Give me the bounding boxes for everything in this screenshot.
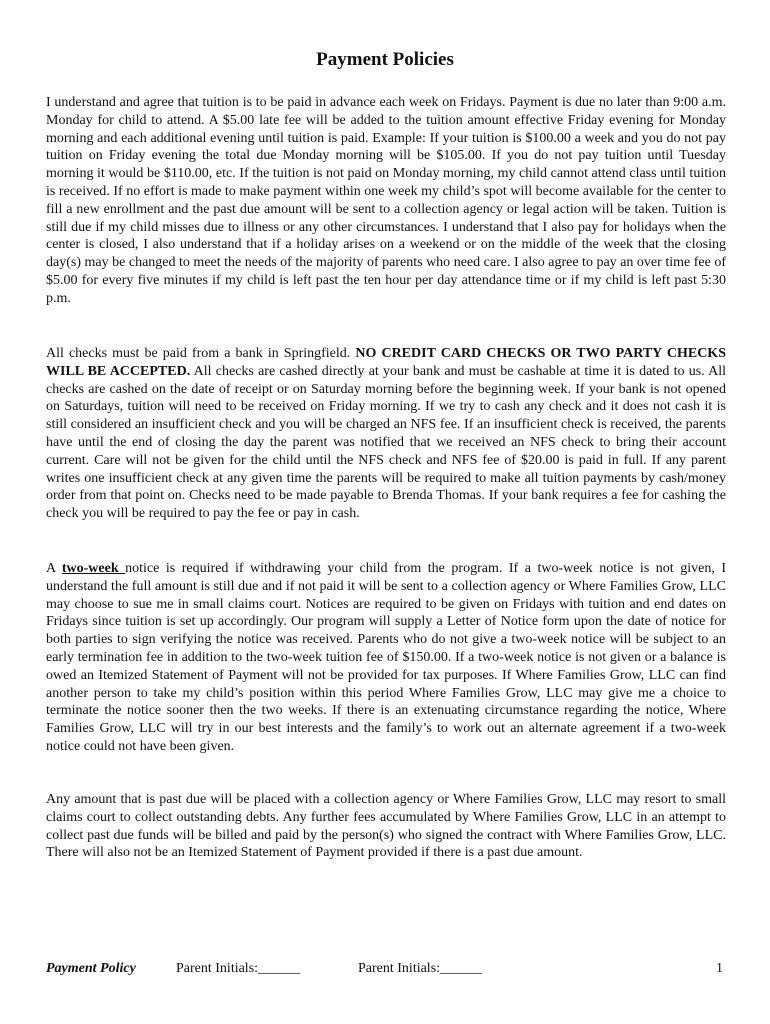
check-policy-rest: All checks are cashed directly at your bank and must be cashable at time it is dated to us. All checks are cashed on the date of receipt or on Saturday morning before the beginning week. If your bank is not opened on Saturdays, tuition will need to be received on Friday morning. If we try to cash any check and it does not cash it is still considered an insufficient check and you will be charged an NFS fee. If an insufficient check is received, the parents have until the end of closing the day the parent was notified that we received an NFS check to bring their account current. Care will not be given for the child until the NFS check and NFS fee of $20.00 is paid in full. If any parent writes one insufficient check at any given time the parents will be required to make all tuition payments by cash/money order from that point on. Checks need to be made payable to Brenda Thomas. If your bank requires a fee for cashing the check you will be required to pay the fee or pay in cash.: [46, 363, 727, 522]
two-week-emphasis: two-week: [61, 561, 126, 576]
withdrawal-lead: A: [46, 561, 62, 576]
tuition-policy-paragraph: I understand and agree that tuition is to be paid in advance each week on Fridays. Payment is due no later than 9:00 a.m. Monday for child to attend. A $5.00 late fee will be added to the tuition amount effective Friday evening for Monday morning and each additional evening until tuition is paid. Example: If your tuition is $100.00 a week and you do not pay tuition on Friday evening the total due Monday morning will be $105.00. If you do not pay tuition until Tuesday morning it would be $110.00, etc. If the tuition is not paid on Monday morning, my child cannot attend class until tuition is received. If no effort is made to make payment within one week my child’s spot will become available for the center to fill a new enrollment and the past due amount will be sent to a collection agency or legal action will be taken. Tuition is still due if my child misses due to illness or any other circumstances. I understand that I also pay for holidays when the center is closed, I also understand that if a holiday arises on a weekend or on the middle of the week that the closing day(s) may be changed to meet the needs of the majority of parents who need care. I also agree to pay an over time fee of $5.00 for every five minutes if my child is left past the ten hour per day attendance time or if my child is left past 5:30 p.m.: [46, 95, 726, 306]
withdrawal-notice-paragraph: [46, 560, 726, 772]
page-number: 1: [716, 961, 723, 976]
check-policy-lead: All checks must be paid from a bank in Springfield.: [46, 346, 356, 361]
parent-initials-field-1: Parent Initials:______: [176, 961, 301, 976]
withdrawal-rest: notice is required if withdrawing your child from the program. If a two-week notice is not given, I understand the full amount is still due and if not paid it will be sent to a collection agency or Where Families Grow, LLC may choose to sue me in small claims court. Notices are required to be given on Fridays with tuition and end dates on Fridays since tuition is set up accordingly. Our program will supply a Letter of Notice form upon the date of notice for both parties to sign verifying the notice was received. Parents who do not give a two-week notice will be subject to an early termination fee in addition to the two-week tuition fee of $150.00. If a two-week notice is not given or a balance is owed an Itemized Statement of Payment will not be provided for tax purposes. If Where Families Grow, LLC can find another person to take my child’s position within this period Where Families Grow, LLC may give me a choice to terminate the notice sooner then the two weeks. If there is an extenuating circumstance regarding the notice, Where Families Grow, LLC will try in our best interests and the family’s to work out an alternate agreement if a two-week notice could not have been given.: [46, 561, 727, 754]
parent-initials-field-2: Parent Initials:______: [358, 961, 483, 976]
check-policy-bold-notice: NO CREDIT CARD CHECKS OR TWO PARTY CHECKS WILL BE ACCEPTED.: [46, 346, 726, 379]
document-body: [46, 94, 726, 880]
page-footer: [46, 958, 726, 980]
check-policy-paragraph: [46, 345, 726, 541]
page-title: Payment Policies: [316, 49, 454, 70]
past-due-paragraph: Any amount that is past due will be placed with a collection agency or Where Families Grow, LLC may resort to small claims court to collect outstanding debts. Any further fees accumulated by Where Families Grow, LLC in an attempt to collect past due funds will be billed and paid by the person(s) who signed the contract with Where Families Grow, LLC. There will also not be an Itemized Statement of Payment provided if there is a past due amount.: [46, 792, 726, 861]
footer-label: Payment Policy: [46, 961, 136, 976]
